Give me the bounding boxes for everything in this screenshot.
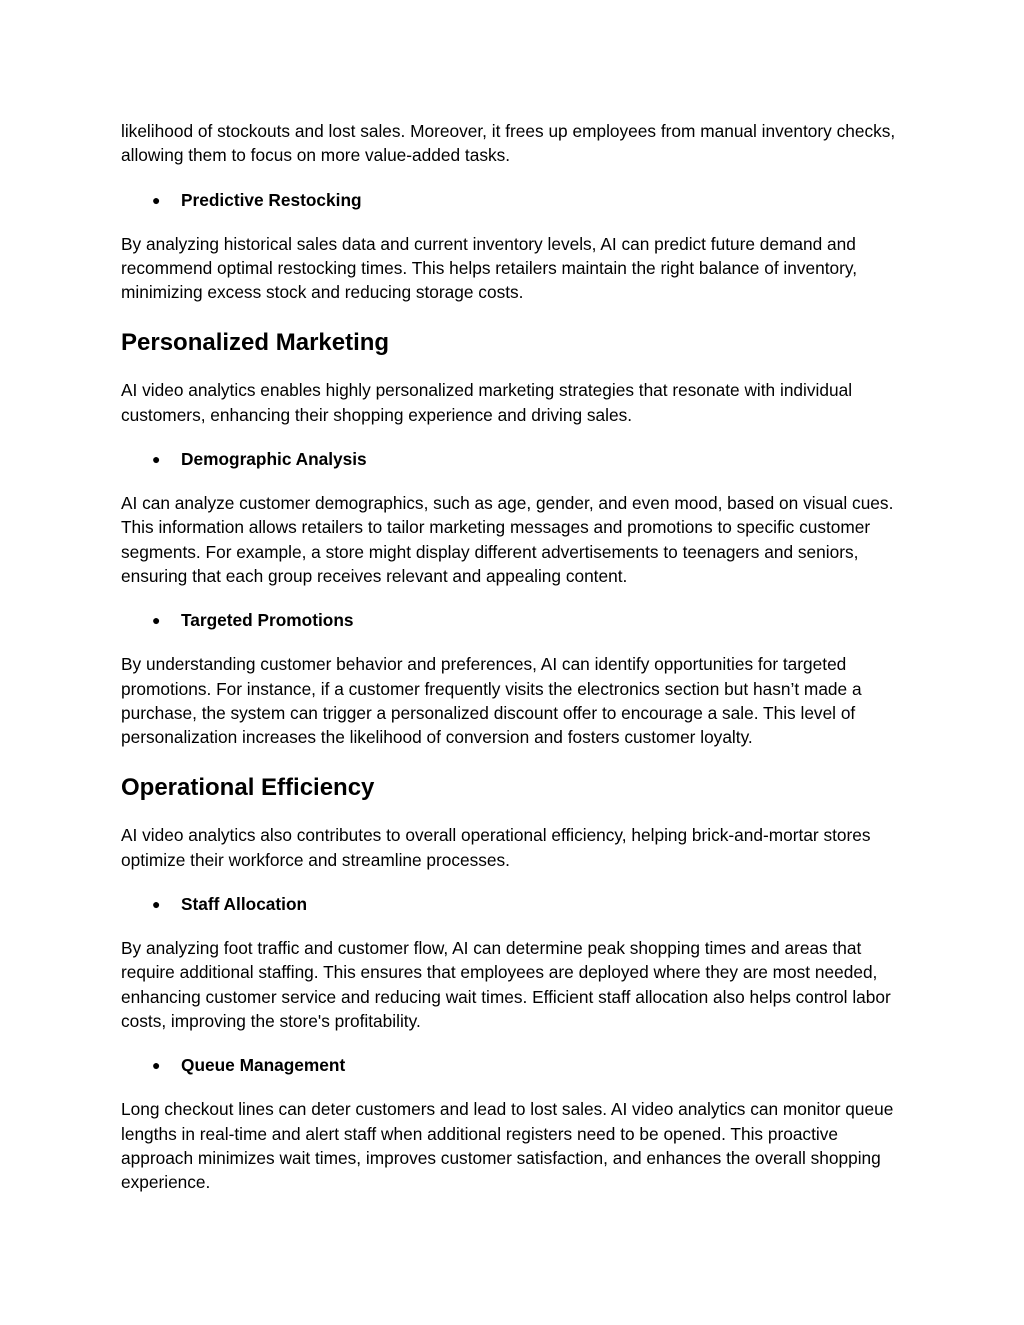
section-heading-operational-efficiency: Operational Efficiency (121, 774, 375, 802)
bullet-heading: Staff Allocation (181, 894, 308, 915)
intro-continuation-paragraph: likelihood of stockouts and lost sales. Moreover, it frees up employees from manual inventory checks, allowing them to focus on more value-added tasks. (121, 121, 896, 166)
bullet-targeted-promotions (121, 608, 911, 632)
predictive-restocking-paragraph: By analyzing historical sales data and current inventory levels, AI can predict future demand and recommend optimal restocking times. This helps retailers maintain the right balance of inventory, minimizing excess stock and reducing storage costs. (121, 233, 858, 303)
bullet-queue-management (121, 1053, 911, 1077)
targeted-promotions-paragraph: By understanding customer behavior and preferences, AI can identify opportunities for targeted promotions. For instance, if a customer frequently visits the electronics section but hasn’t made a purchase, the system can trigger a personalized discount offer to encourage a sale. This level of personalization increases the likelihood of conversion and fosters customer loyalty. (121, 654, 862, 748)
bullet-staff-allocation (121, 892, 911, 916)
document-page (121, 119, 911, 1194)
bullet-heading: Queue Management (181, 1055, 346, 1076)
operational-efficiency-intro: AI video analytics also contributes to overall operational efficiency, helping brick-and-mortar stores optimize their workforce and streamline processes. (121, 825, 871, 870)
bullet-icon: ● (152, 1057, 161, 1074)
personalized-marketing-intro: AI video analytics enables highly personalized marketing strategies that resonate with individual customers, enhancing their shopping experience and driving sales. (121, 380, 853, 425)
section-heading-personalized-marketing: Personalized Marketing (121, 329, 390, 357)
bullet-icon: ● (152, 896, 161, 913)
bullet-icon: ● (152, 451, 161, 468)
bullet-heading: Predictive Restocking (181, 189, 362, 210)
bullet-predictive-restocking (121, 188, 911, 212)
bullet-demographic-analysis (121, 447, 911, 471)
bullet-icon: ● (152, 191, 161, 208)
bullet-icon: ● (152, 612, 161, 629)
demographic-analysis-paragraph: AI can analyze customer demographics, such as age, gender, and even mood, based on visual cues. This information allows retailers to tailor marketing messages and promotions to specific customer segments. For example, a store might display different advertisements to teenagers and seniors, ensuring that each group receives relevant and appealing content. (121, 493, 894, 586)
staff-allocation-paragraph: By analyzing foot traffic and customer flow, AI can determine peak shopping times and areas that require additional staffing. This ensures that employees are deployed where they are most needed, enhancing customer service and reducing wait times. Efficient staff allocation also helps control labor costs, improving the store's profitability. (121, 938, 891, 1031)
bullet-heading: Targeted Promotions (181, 610, 354, 631)
bullet-heading: Demographic Analysis (181, 449, 367, 470)
queue-management-paragraph: Long checkout lines can deter customers and lead to lost sales. AI video analytics can monitor queue lengths in real-time and alert staff when additional registers need to be opened. This proactive approach minimizes wait times, improves customer satisfaction, and enhances the overall shopping experience. (121, 1099, 894, 1193)
